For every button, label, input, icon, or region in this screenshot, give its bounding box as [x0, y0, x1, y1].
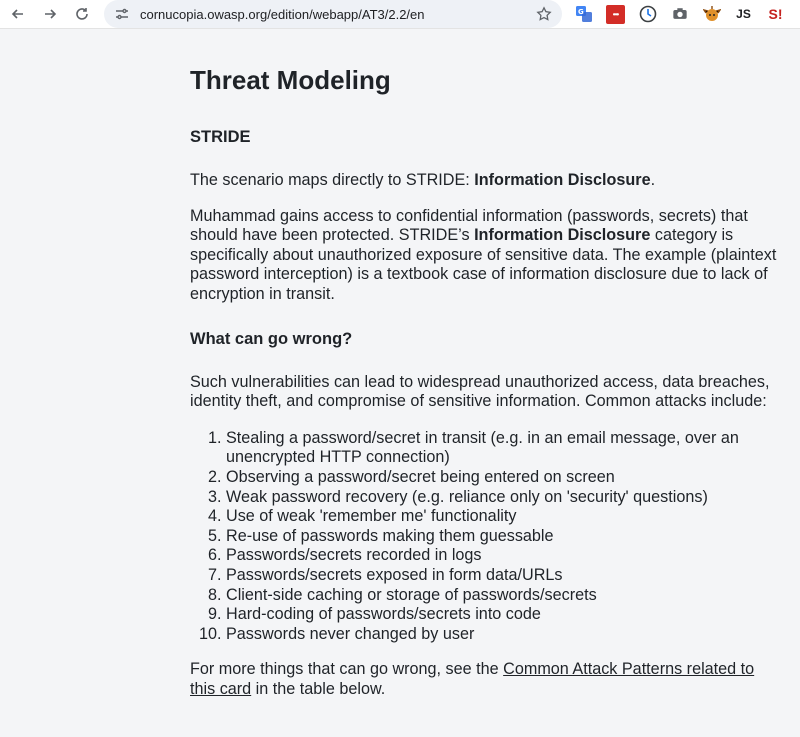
common-attack-patterns-link[interactable]: Common Attack Patterns related to this card [190, 660, 755, 698]
page-content [190, 29, 780, 699]
p1-end: . [650, 171, 656, 189]
reload-icon[interactable] [70, 2, 94, 26]
list-item: 4. Use of weak 'remember me' functionality [226, 507, 780, 527]
lastpass-extension-label: ••• [612, 9, 619, 19]
s-extension-icon[interactable] [766, 5, 785, 24]
svg-text:G: G [577, 8, 584, 16]
extensions-area [574, 0, 785, 28]
address-bar[interactable] [104, 0, 562, 28]
list-item: 6. Passwords/secrets recorded in logs [226, 546, 780, 566]
list-item: 9. Hard-coding of passwords/secrets into code [226, 605, 780, 625]
lastpass-extension-icon[interactable] [606, 5, 625, 24]
page-title: Threat Modeling [190, 65, 391, 95]
list-item: 3. Weak password recovery (e.g. reliance only on 'security' questions) [226, 488, 780, 508]
p4-text: For more things that can go wrong, see the [190, 660, 504, 679]
p2-text-b: category is specifically about unauthorized exposure of sensitive data. The example (plaintext password interception) is a textbook case of information disclosure due to lack of encryption in transit. [190, 226, 777, 303]
p1-bold-text: Information Disclosure [474, 171, 651, 189]
list-item: 8. Client-side caching or storage of passwords/secrets [226, 586, 780, 606]
js-extension-label: JS [736, 7, 751, 21]
p1-text: The scenario maps directly to STRIDE: [190, 171, 475, 189]
p2-text-a: Muhammad gains access to confidential information (passwords, secrets) that should have been protected. STRIDE’s [190, 206, 748, 245]
vulnerabilities-paragraph: Such vulnerabilities can lead to widespread unauthorized access, data breaches, identity theft, and compromise of sensitive information. Common attacks include: [190, 372, 770, 411]
browser-toolbar [0, 0, 800, 29]
list-item: 5. Re-use of passwords making them guessable [226, 527, 780, 547]
stride-heading: STRIDE [190, 128, 251, 146]
url-text[interactable]: cornucopia.owasp.org/edition/webapp/AT3/2.2/en [140, 6, 425, 22]
js-extension-icon[interactable] [734, 5, 753, 24]
scenario-paragraph [190, 207, 780, 305]
more-info-paragraph [190, 660, 780, 699]
back-arrow-icon[interactable] [6, 2, 30, 26]
p2-bold-text: Information Disclosure [474, 226, 651, 245]
attacks-list [190, 429, 780, 645]
clock-extension-icon[interactable] [638, 5, 657, 24]
what-can-go-wrong-heading: What can go wrong? [190, 329, 353, 348]
list-item: 1. Stealing a password/secret in transit (e.g. in an email message, over an unencrypted HTTP connection) [226, 429, 780, 468]
s-extension-label: S! [768, 6, 783, 22]
stride-mapping-paragraph [190, 171, 780, 191]
bookmark-star-icon[interactable] [536, 6, 552, 22]
p4-end: in the table below. [251, 679, 386, 698]
translate-extension-icon[interactable] [574, 5, 593, 24]
site-settings-icon[interactable] [114, 6, 130, 22]
forward-arrow-icon[interactable] [38, 2, 62, 26]
list-item: 7. Passwords/secrets exposed in form data/URLs [226, 566, 780, 586]
hedgehog-extension-icon[interactable] [702, 5, 721, 24]
camera-extension-icon[interactable] [670, 5, 689, 24]
list-item: 10. Passwords never changed by user [226, 625, 780, 645]
list-item: 2. Observing a password/secret being entered on screen [226, 468, 780, 488]
